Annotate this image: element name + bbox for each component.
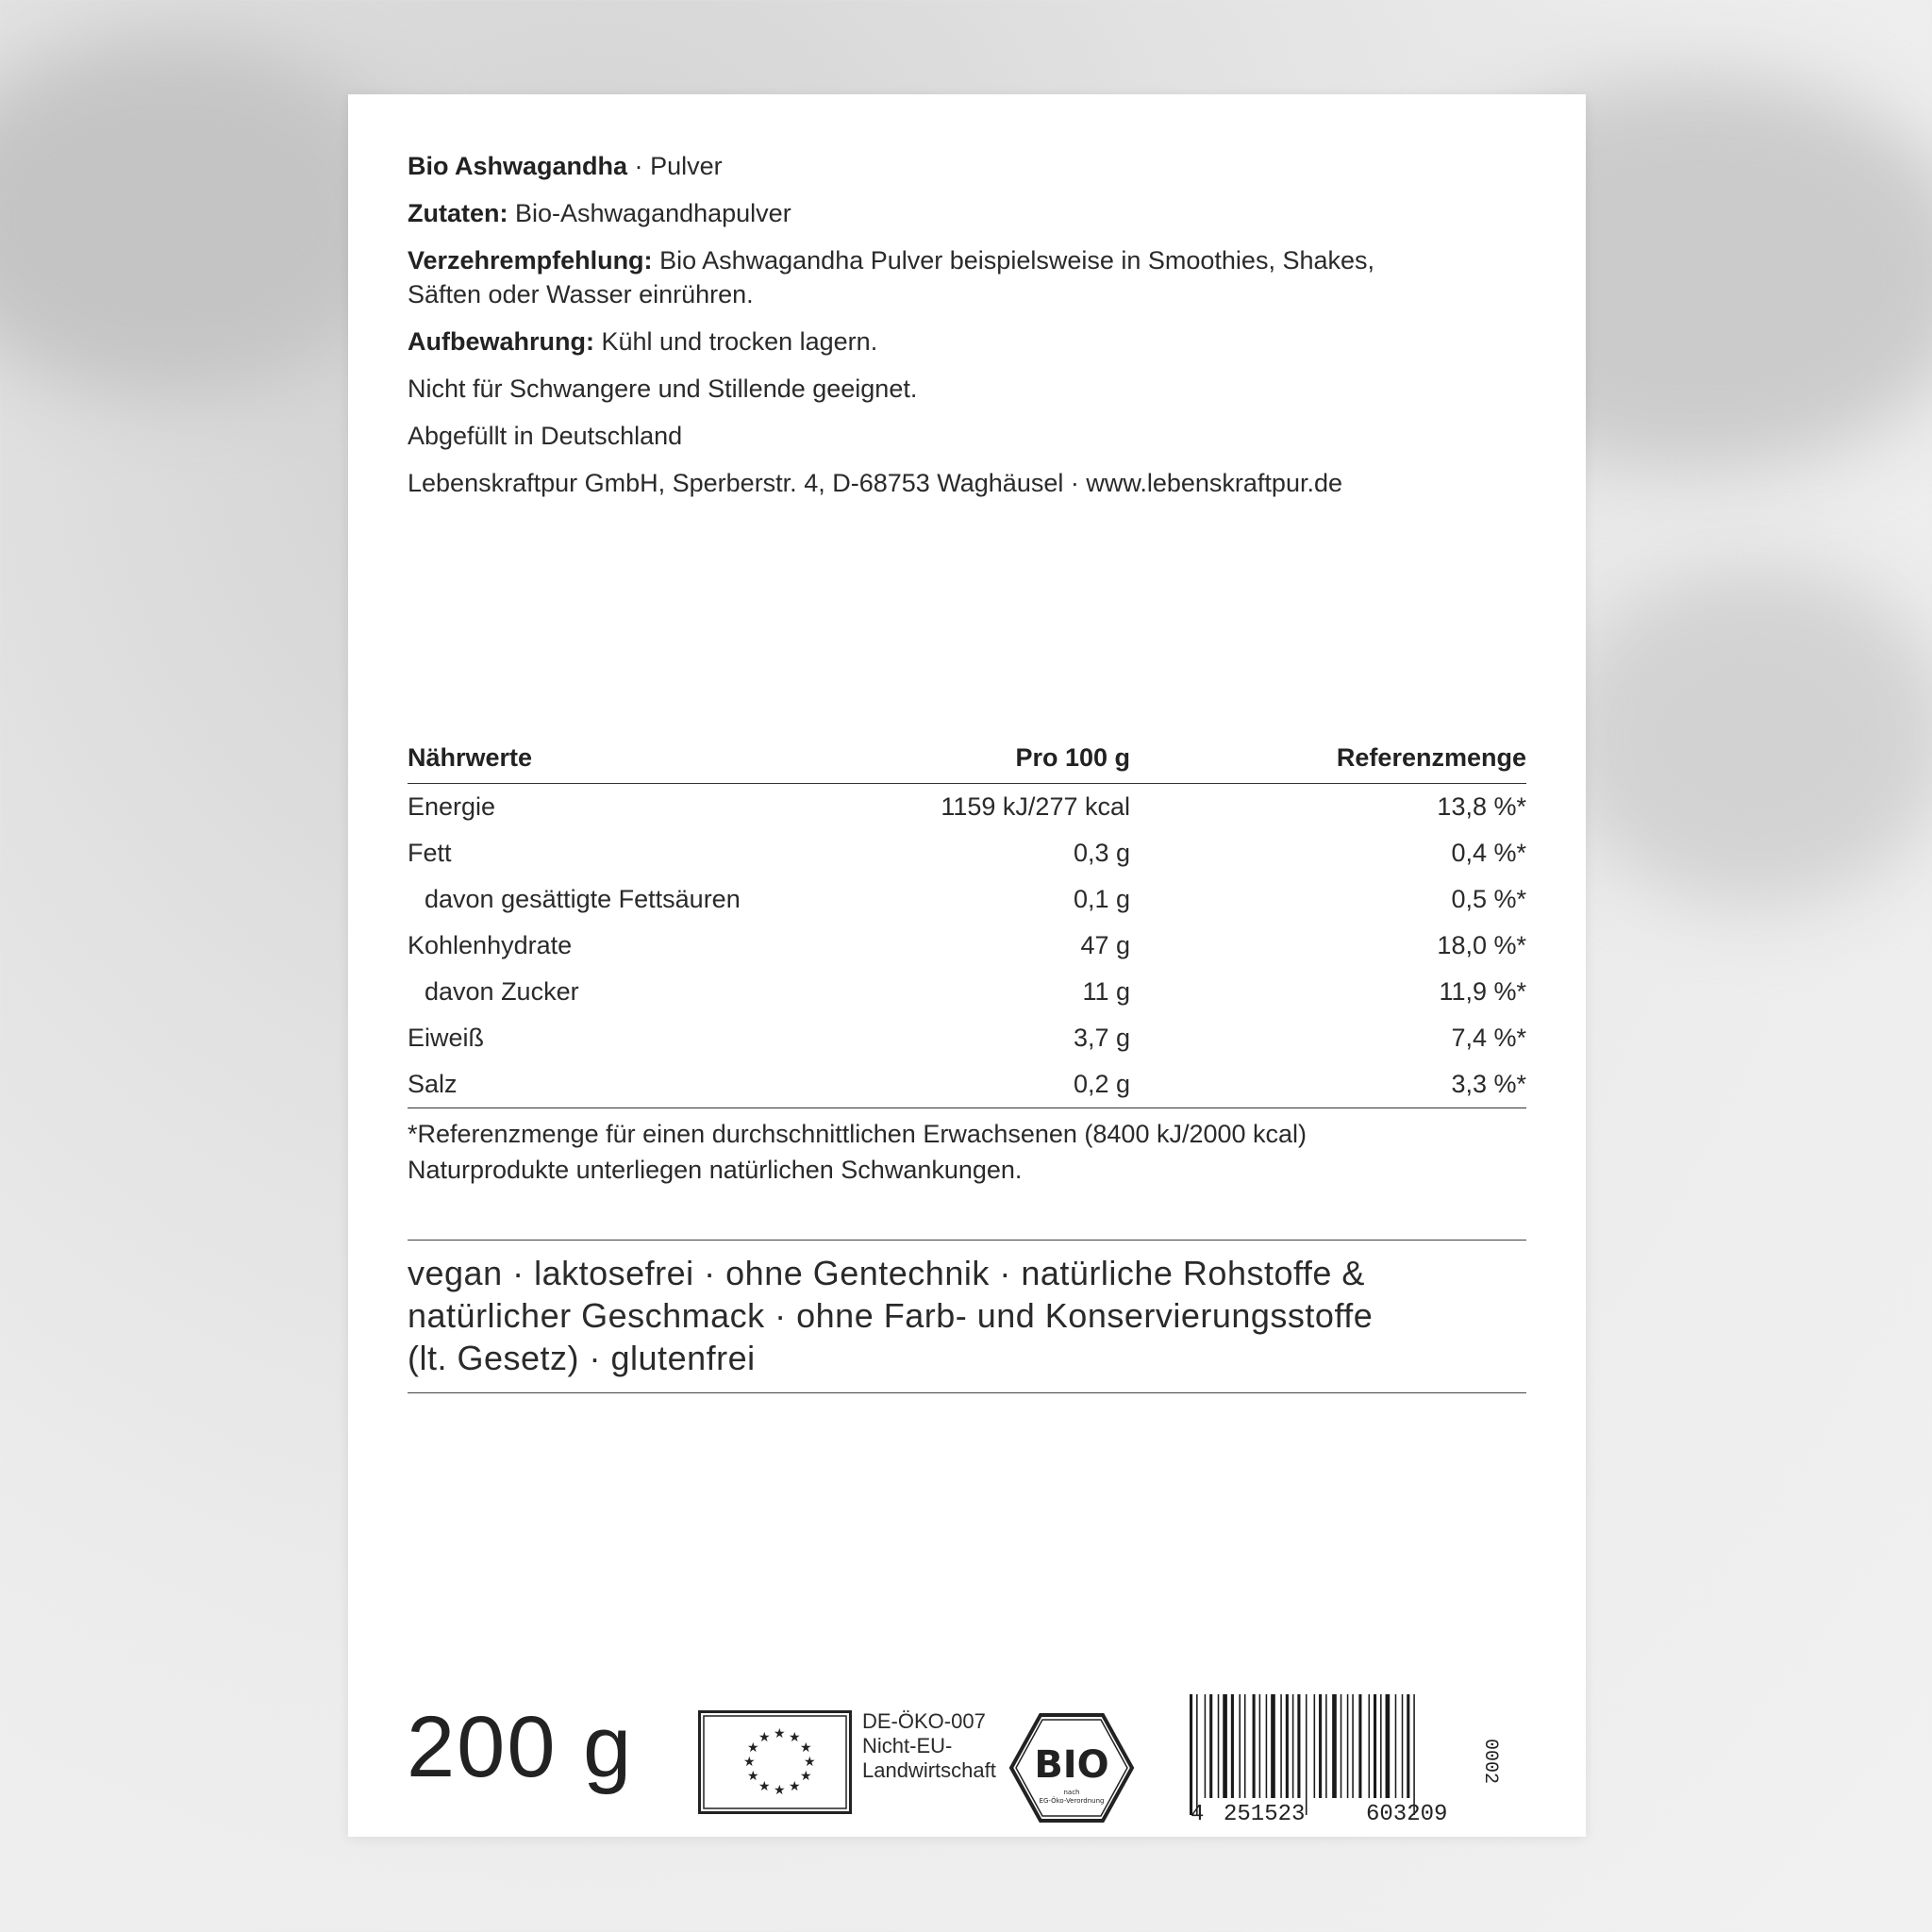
barcode-bar xyxy=(1253,1694,1256,1798)
nutrient-value: 1159 kJ/277 kcal xyxy=(941,792,1130,821)
barcode-bar xyxy=(1231,1694,1234,1798)
nutrient-value: 3,7 g xyxy=(1073,1024,1130,1052)
barcode-right-group: 603209 xyxy=(1366,1802,1448,1827)
barcode-bar xyxy=(1341,1694,1342,1798)
barcode-bar xyxy=(1407,1694,1409,1798)
product-title xyxy=(408,149,1526,183)
barcode-bar xyxy=(1395,1694,1397,1798)
barcode-bar xyxy=(1292,1694,1294,1798)
nutrient-ref: 0,4 %* xyxy=(1451,839,1526,867)
product-form: Pulver xyxy=(650,152,723,180)
table-row xyxy=(408,876,1526,923)
nutrient-name: Kohlenhydrate xyxy=(408,931,573,959)
eu-organic-leaf-icon xyxy=(698,1710,852,1814)
footnote-line: *Referenzmenge für einen durchschnittlichen Erwachsenen (8400 kJ/2000 kcal) xyxy=(408,1120,1307,1148)
nutrient-value: 47 g xyxy=(1080,931,1130,959)
barcode-bar xyxy=(1244,1694,1246,1798)
barcode-left-group: 251523 xyxy=(1224,1802,1306,1827)
nutrition-header-name: Nährwerte xyxy=(408,732,762,784)
barcode-bar xyxy=(1413,1694,1415,1815)
product-name: Bio Ashwagandha xyxy=(408,152,628,180)
barcode-bar xyxy=(1380,1694,1382,1798)
product-info xyxy=(408,149,1526,513)
barcode-bar xyxy=(1369,1694,1371,1798)
barcode-bar xyxy=(1266,1694,1268,1798)
barcode-bar xyxy=(1347,1694,1349,1798)
barcode-bar xyxy=(1386,1694,1391,1798)
bio-seal-subtext: nach xyxy=(1063,1789,1080,1796)
nutrition-header-row xyxy=(408,732,1526,784)
svg-text:★: ★ xyxy=(774,1726,786,1741)
bio-seal-text: BIO xyxy=(1034,1743,1109,1787)
svg-text:★: ★ xyxy=(804,1755,816,1770)
table-row xyxy=(408,969,1526,1015)
storage-value: Kühl und trocken lagern. xyxy=(601,327,878,356)
ingredients xyxy=(408,196,1526,230)
svg-text:★: ★ xyxy=(800,1769,812,1784)
eco-origin-line: Landwirtschaft xyxy=(862,1758,996,1782)
ingredients-value: Bio-Ashwagandhapulver xyxy=(515,199,791,227)
barcode-bar xyxy=(1306,1694,1307,1815)
svg-text:★: ★ xyxy=(789,1730,801,1745)
recommendation-text-2: Säften oder Wasser einrühren. xyxy=(408,280,754,308)
footnote-line: Naturprodukte unterliegen natürlichen Schwankungen. xyxy=(408,1156,1023,1184)
origin-text: Abgefüllt in Deutschland xyxy=(408,422,683,450)
eco-origin-line: Nicht-EU- xyxy=(862,1734,953,1757)
barcode-bar xyxy=(1325,1694,1327,1798)
barcode-bar xyxy=(1209,1694,1212,1798)
barcode-bar xyxy=(1196,1694,1198,1815)
claims-line: vegan · laktosefrei · ohne Gentechnik · natürliche Rohstoffe & xyxy=(408,1254,1365,1292)
nutrient-ref: 3,3 %* xyxy=(1130,1061,1526,1108)
nutrition-table xyxy=(408,732,1526,1108)
eco-certification-text xyxy=(862,1709,996,1783)
nutrient-name: Fett xyxy=(408,839,452,867)
barcode-bar xyxy=(1190,1694,1192,1815)
barcode-icon xyxy=(1188,1694,1491,1819)
nutrient-value: 0,2 g xyxy=(762,1061,1130,1108)
barcode-bar xyxy=(1352,1694,1354,1798)
svg-text:★: ★ xyxy=(743,1755,756,1770)
nutrient-name: davon gesättigte Fettsäuren xyxy=(425,885,741,913)
claims-line: natürlicher Geschmack · ohne Farb- und Konservierungsstoffe xyxy=(408,1296,1374,1335)
table-row xyxy=(408,1015,1526,1061)
storage xyxy=(408,325,1526,358)
recommendation-text-1: Bio Ashwagandha Pulver beispielsweise in Smoothies, Shakes, xyxy=(659,246,1375,275)
svg-text:★: ★ xyxy=(758,1730,771,1745)
barcode-bar xyxy=(1239,1694,1241,1798)
net-weight: 200 g xyxy=(407,1699,634,1795)
nutrient-ref: 11,9 %* xyxy=(1439,977,1526,1006)
nutrient-ref: 7,4 %* xyxy=(1451,1024,1526,1052)
nutrient-ref: 13,8 %* xyxy=(1437,792,1526,821)
nutrient-name: Eiweiß xyxy=(408,1024,485,1052)
nutrient-name: Energie xyxy=(408,792,496,821)
nutrient-value: 0,1 g xyxy=(1073,885,1130,913)
nutrient-value: 0,3 g xyxy=(1073,839,1130,867)
nutrient-ref: 0,5 %* xyxy=(1451,885,1526,913)
barcode-bar xyxy=(1314,1694,1316,1798)
svg-text:★: ★ xyxy=(747,1740,759,1756)
storage-label: Aufbewahrung: xyxy=(408,327,594,356)
product-label xyxy=(348,94,1586,1837)
barcode-first-digit: 4 xyxy=(1191,1802,1205,1827)
background-shadow xyxy=(1557,566,1932,906)
barcode-bar xyxy=(1271,1694,1275,1798)
barcode-bar xyxy=(1286,1694,1289,1798)
recommendation-label: Verzehrempfehlung: xyxy=(408,246,653,275)
separator: · xyxy=(634,152,643,180)
bio-seal-subtext: EG-Öko-Verordnung xyxy=(1039,1797,1105,1805)
barcode-bar xyxy=(1223,1694,1227,1798)
manufacturer-text: Lebenskraftpur GmbH, Sperberstr. 4, D-68753 Waghäusel · www.lebenskraftpur.de xyxy=(408,469,1342,497)
svg-text:★: ★ xyxy=(800,1740,812,1756)
barcode-bar xyxy=(1297,1694,1300,1798)
nutrition-header-per100: Pro 100 g xyxy=(762,732,1130,784)
warning-text: Nicht für Schwangere und Stillende geeignet. xyxy=(408,375,918,403)
table-row xyxy=(408,923,1526,969)
nutrition-footnote xyxy=(408,1116,1526,1188)
table-row xyxy=(408,784,1526,831)
claims-line: (lt. Gesetz) · glutenfrei xyxy=(408,1339,756,1377)
eco-code: DE-ÖKO-007 xyxy=(862,1709,986,1733)
barcode-bar xyxy=(1205,1694,1207,1798)
nutrient-name: davon Zucker xyxy=(425,977,579,1006)
product-claims xyxy=(408,1240,1526,1393)
nutrient-value: 11 g xyxy=(1082,977,1130,1006)
barcode-bar xyxy=(1374,1694,1376,1798)
barcode-bar xyxy=(1280,1694,1282,1798)
svg-text:★: ★ xyxy=(758,1779,771,1794)
svg-text:★: ★ xyxy=(789,1779,801,1794)
nutrient-ref: 18,0 %* xyxy=(1437,931,1526,959)
table-row xyxy=(408,830,1526,876)
barcode-bar xyxy=(1259,1694,1261,1798)
recommendation xyxy=(408,243,1526,311)
svg-text:★: ★ xyxy=(774,1783,786,1798)
barcode-addon: 0002 xyxy=(1479,1739,1501,1785)
svg-text:★: ★ xyxy=(747,1769,759,1784)
barcode-bar xyxy=(1402,1694,1404,1798)
barcode-bar xyxy=(1319,1694,1322,1798)
nutrition-header-ref: Referenzmenge xyxy=(1130,732,1526,784)
bio-seal-hexagon-icon xyxy=(1008,1711,1135,1824)
barcode-bar xyxy=(1218,1694,1220,1798)
barcode-bar xyxy=(1332,1694,1337,1798)
nutrient-name: Salz xyxy=(408,1061,762,1108)
ingredients-label: Zutaten: xyxy=(408,199,508,227)
table-row xyxy=(408,1061,1526,1108)
barcode-bar xyxy=(1358,1694,1361,1798)
